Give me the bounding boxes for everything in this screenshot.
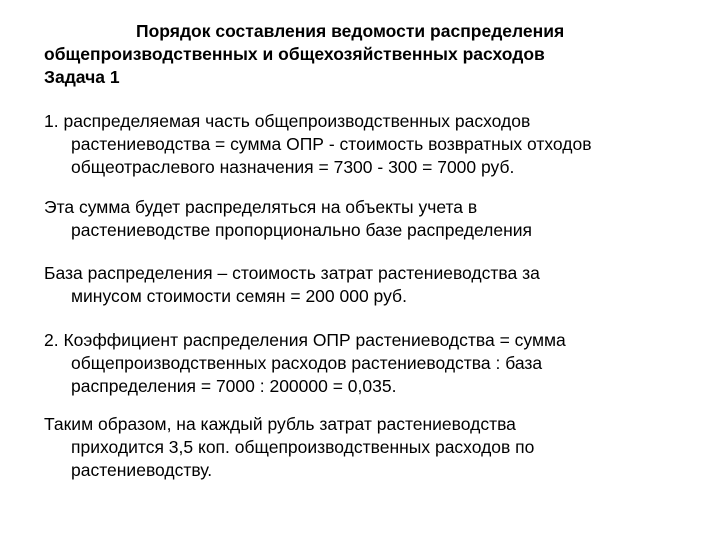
task-label: Задача 1 — [44, 67, 120, 87]
title-line: Порядок составления ведомости распределения — [136, 21, 565, 41]
paragraph-distribution-base — [44, 262, 684, 308]
slide-title — [44, 20, 684, 89]
paragraph-distribution-objects — [44, 196, 684, 242]
paragraph-line: 2. Коэффициент распределения ОПР растениеводства = сумма — [44, 330, 566, 350]
title-line: общепроизводственных и общехозяйственных расходов — [44, 44, 545, 64]
paragraph-conclusion — [44, 413, 684, 482]
paragraph-line: растениеводства = сумма ОПР - стоимость возвратных отходов — [71, 134, 592, 154]
paragraph-line: Эта сумма будет распределяться на объекты учета в — [44, 197, 478, 217]
paragraph-line: распределения = 7000 : 200000 = 0,035. — [71, 376, 397, 396]
paragraph-line: растениеводстве пропорционально базе распределения — [71, 220, 533, 240]
paragraph-line: растениеводству. — [71, 460, 213, 480]
paragraph-distribution-coefficient — [44, 329, 684, 398]
paragraph-line: Таким образом, на каждый рубль затрат растениеводства — [44, 414, 516, 434]
paragraph-distributable-overhead — [44, 110, 684, 179]
paragraph-line: минусом стоимости семян = 200 000 руб. — [71, 286, 407, 306]
paragraph-line: 1. распределяемая часть общепроизводственных расходов — [44, 111, 531, 131]
paragraph-line: общепроизводственных расходов растениеводства : база — [71, 353, 543, 373]
paragraph-line: приходится 3,5 коп. общепроизводственных расходов по — [71, 437, 535, 457]
paragraph-line: База распределения – стоимость затрат растениеводства за — [44, 263, 540, 283]
paragraph-line: общеотраслевого назначения = 7300 - 300 = 7000 руб. — [71, 157, 515, 177]
